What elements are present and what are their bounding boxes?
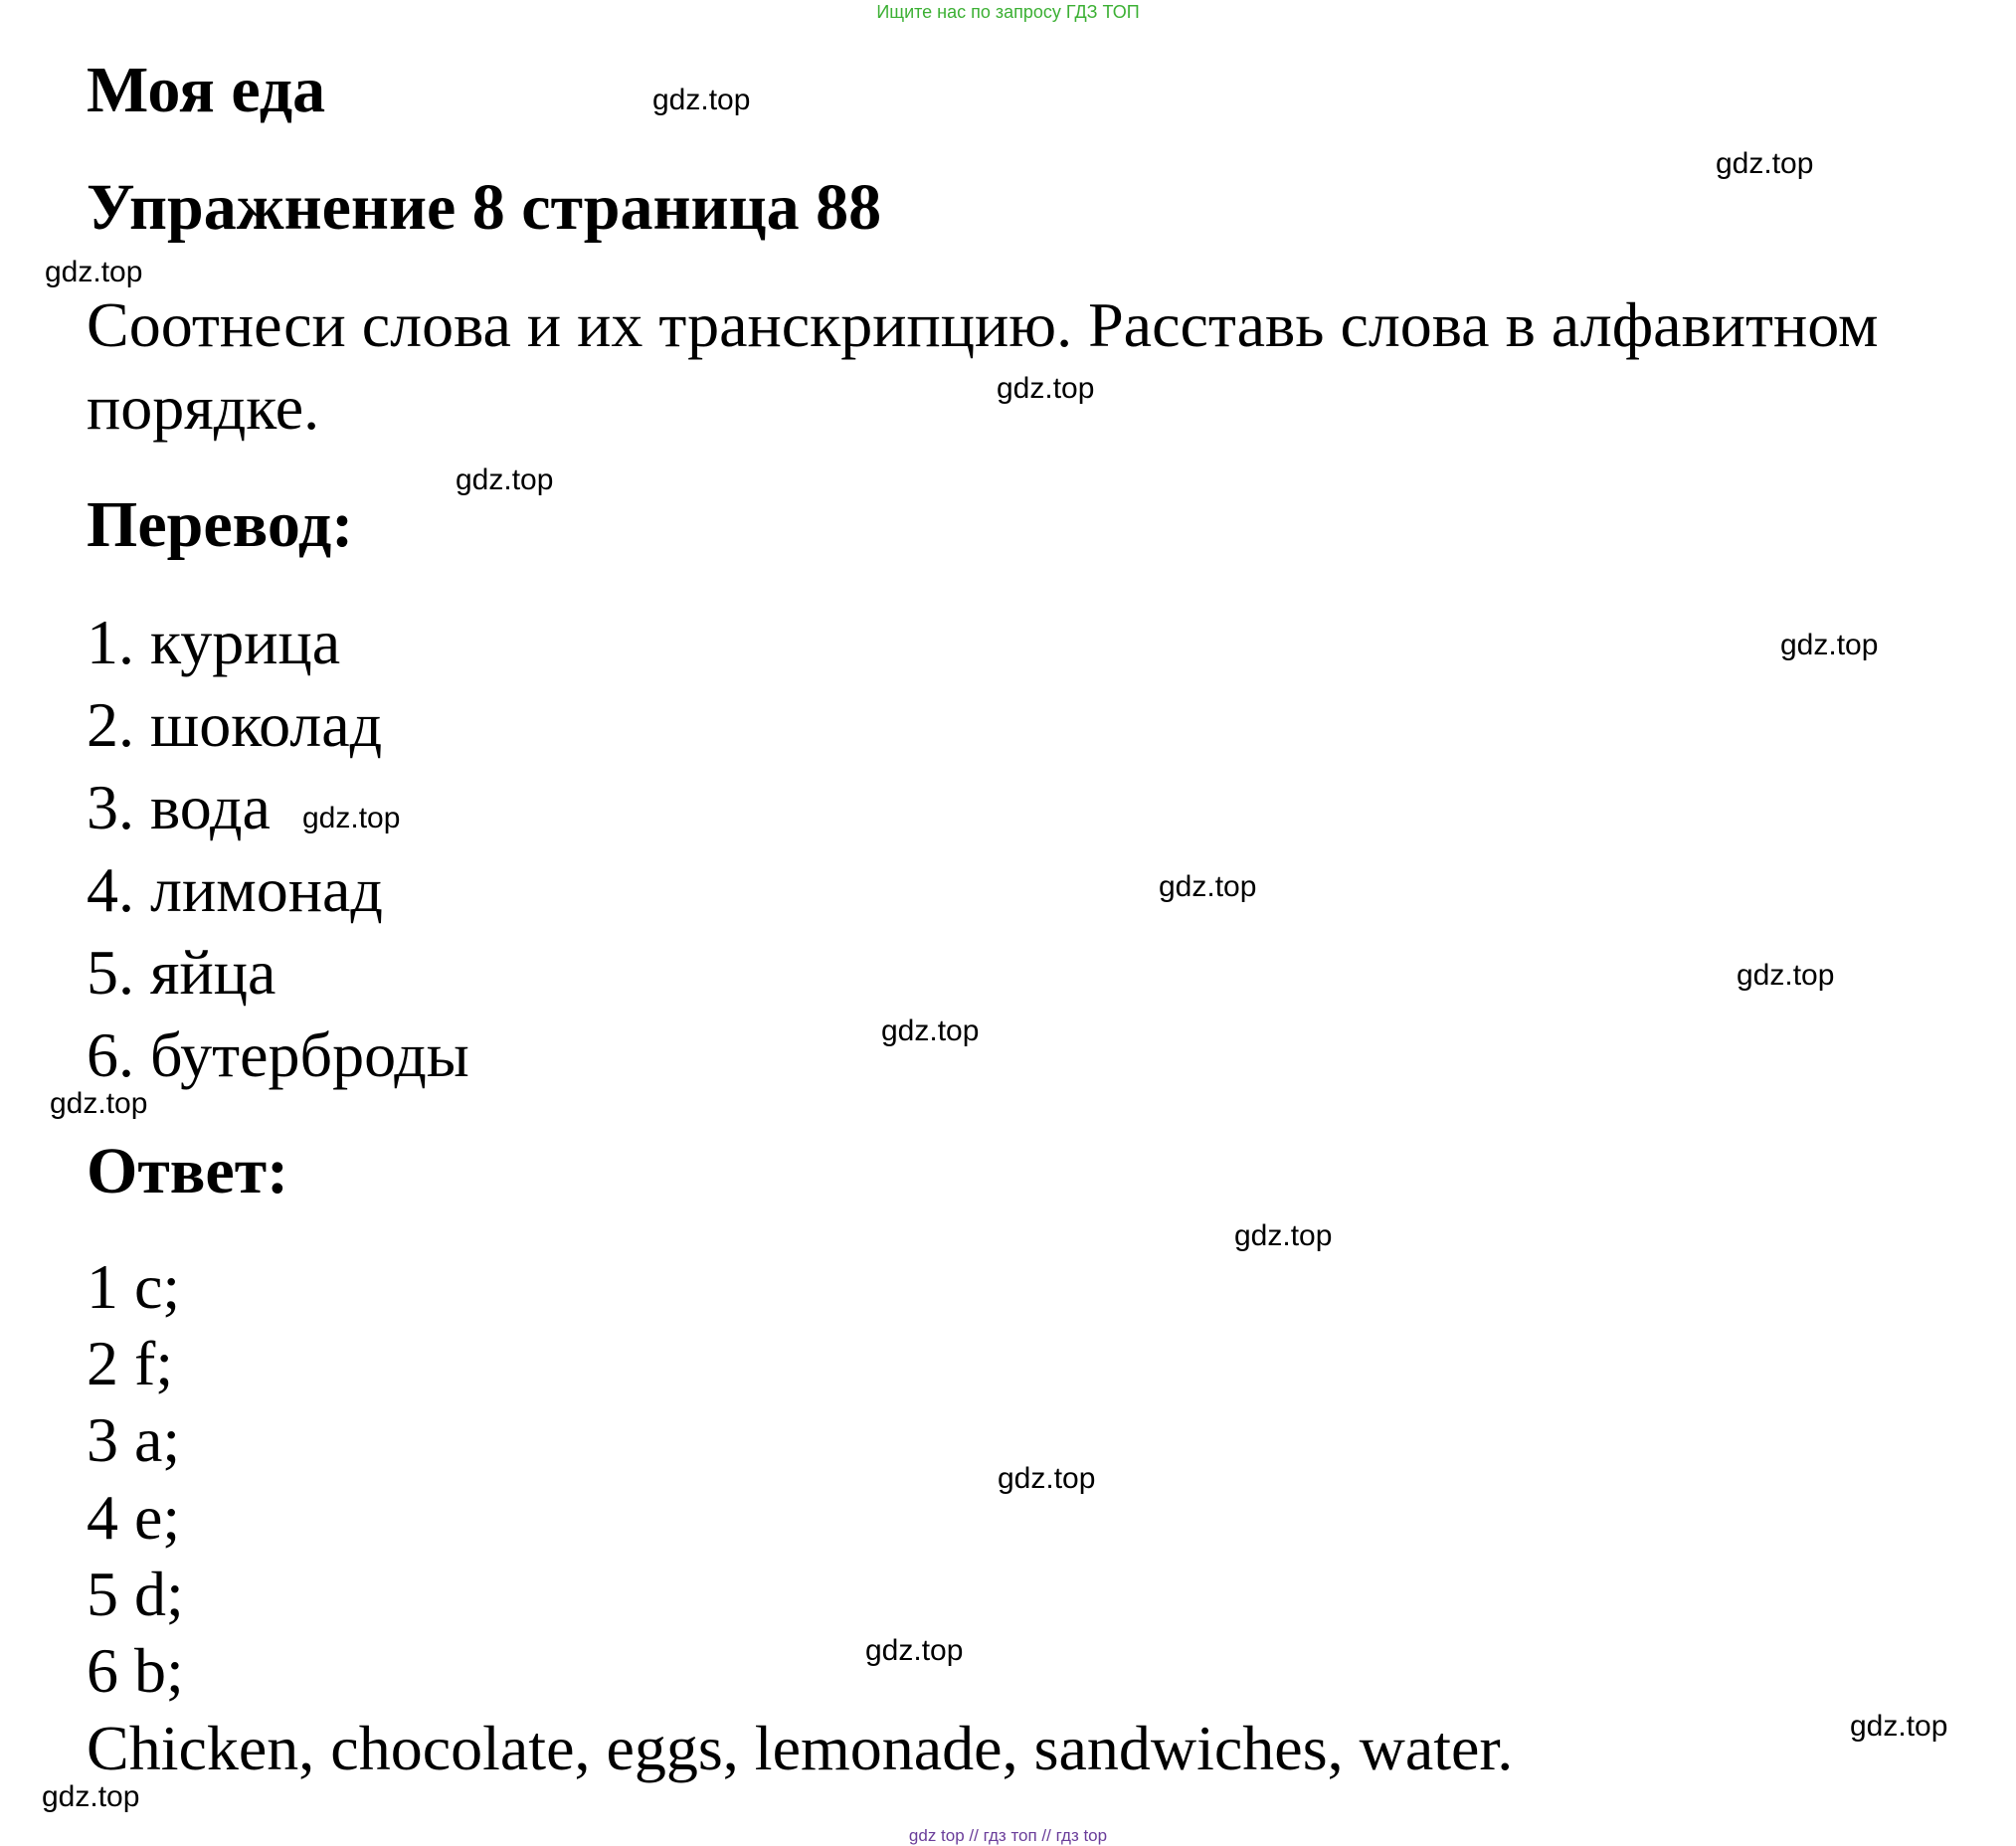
watermark: gdz.top: [652, 84, 751, 116]
answer-item: 3 a;: [87, 1404, 181, 1475]
watermark: gdz.top: [998, 1462, 1096, 1495]
watermark: gdz.top: [456, 463, 554, 496]
answer-item: 2 f;: [87, 1328, 174, 1398]
watermark: gdz.top: [1716, 147, 1814, 180]
page-title: Моя еда: [87, 54, 326, 126]
task-text-line-1: Соотнеси слова и их транскрипцию. Расставь слова в алфавитном: [87, 289, 1879, 360]
top-banner: Ищите нас по запросу ГДЗ ТОП: [876, 2, 1140, 22]
translation-item: 4. лимонад: [87, 854, 383, 925]
answer-sentence: Chicken, chocolate, eggs, lemonade, sandwiches, water.: [87, 1713, 1514, 1783]
footer-links: gdz top // гдз топ // гдз top: [908, 1826, 1108, 1845]
watermark: gdz.top: [881, 1015, 980, 1047]
translation-item: 3. вода: [87, 772, 271, 842]
watermark: gdz.top: [1850, 1710, 1948, 1743]
task-text-line-2: порядке.: [87, 372, 320, 443]
watermark: gdz.top: [1159, 870, 1257, 903]
watermark: gdz.top: [45, 256, 143, 288]
watermark: gdz.top: [42, 1780, 140, 1813]
answer-item: 6 b;: [87, 1635, 184, 1706]
watermark: gdz.top: [997, 372, 1095, 405]
answer-heading: Ответ:: [87, 1135, 289, 1207]
watermark: gdz.top: [1737, 959, 1835, 992]
answer-item: 4 e;: [87, 1482, 181, 1553]
answer-item: 5 d;: [87, 1559, 184, 1629]
exercise-heading: Упражнение 8 страница 88: [87, 171, 882, 244]
watermark: gdz.top: [302, 802, 401, 834]
watermark: gdz.top: [1780, 629, 1879, 661]
translation-item: 5. яйца: [87, 937, 276, 1008]
translation-item: 2. шоколад: [87, 689, 383, 760]
translation-item: 1. курица: [87, 607, 341, 677]
translation-heading: Перевод:: [87, 488, 354, 561]
answer-item: 1 c;: [87, 1251, 181, 1322]
translation-item: 6. бутерброды: [87, 1019, 469, 1090]
watermark: gdz.top: [1234, 1219, 1333, 1252]
watermark: gdz.top: [50, 1087, 148, 1120]
watermark: gdz.top: [865, 1634, 964, 1667]
